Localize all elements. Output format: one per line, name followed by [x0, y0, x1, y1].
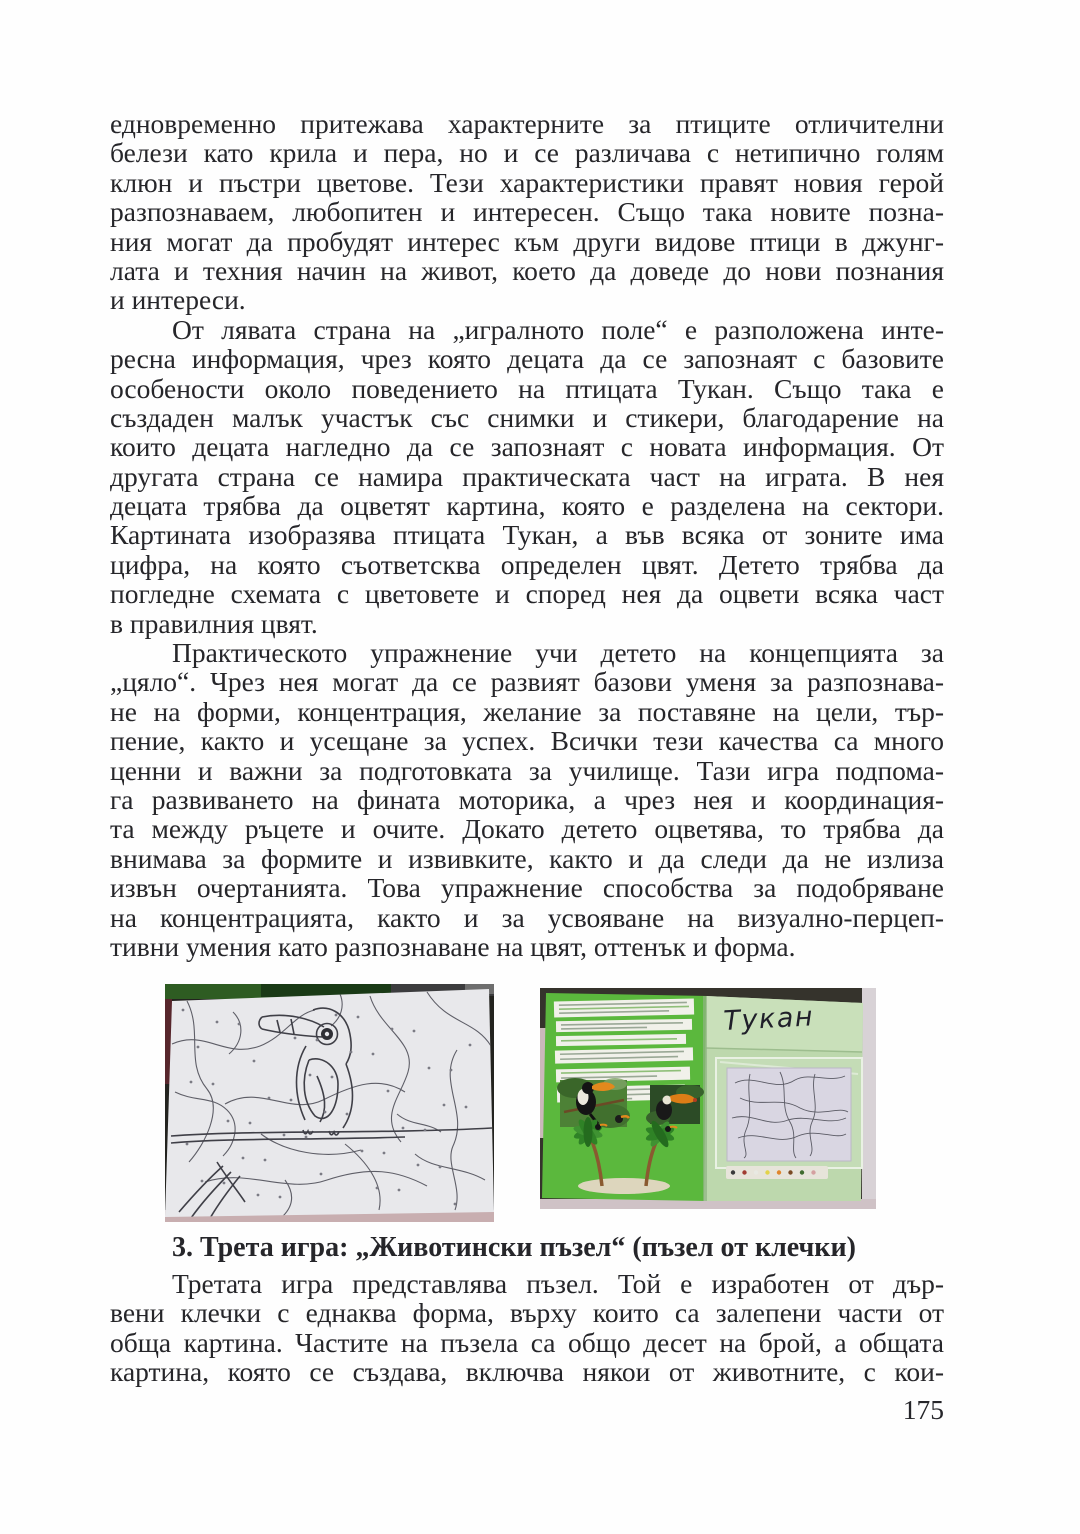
page-number: 175	[902, 1394, 944, 1425]
text-line: в правилния цвят.	[110, 607, 318, 639]
text-line: ценни и важни за подготовката за училище. Тази игра подпома-	[110, 754, 944, 786]
color-legend	[726, 1166, 828, 1179]
text-line: и интереси.	[110, 284, 246, 316]
text-line: особености около поведението на птицата Тукан. Също така е	[110, 372, 944, 404]
text-line: които децата нагледно да се запознаят с новата информация. От	[110, 431, 944, 463]
text-line: вени клечки с еднаква форма, върху които са залепени части от	[110, 1297, 944, 1329]
text-line: Третата игра представлява пъзел. Той е изработен от дър-	[172, 1268, 944, 1299]
text-line: извън очертанията. Това упражнение способства за подобряване	[110, 872, 944, 904]
body-text	[110, 1231, 944, 1387]
paragraph	[110, 1269, 944, 1387]
text-line: на концентрацията, както и за усвояване на визуално-перцеп-	[110, 901, 944, 933]
text-line: погледне схемата с цветовете и според нея да оцвети всяка част	[110, 578, 944, 610]
text-line: цифра, на която съответсква определен цвят. Детето трябва да	[110, 548, 944, 580]
paragraph	[110, 315, 944, 638]
text-line: децата трябва да оцветят картина, която е разделена на сектори.	[110, 490, 944, 522]
text-line: га развиването на фината моторика, а чрез нея и координация-	[110, 783, 944, 815]
paragraph	[110, 638, 944, 961]
text-line: Практическото упражнение учи детето на концепцията за	[172, 637, 944, 669]
text-line: едновременно притежава характерните за птиците отличителни	[110, 108, 944, 139]
text-line: клюн и пъстри цветове. Тези характеристики правят новия герой	[110, 166, 944, 198]
text-line: „цяло“. Чрез нея могат да се развият базови уменя за разпознава-	[110, 666, 944, 698]
section-heading: 3. Трета игра: „Животински пъзел“ (пъзел от клечки)	[172, 1232, 856, 1263]
text-line: не на форми, концентрация, желание за поставяне на цели, тър-	[110, 695, 944, 727]
text-line: Картината изобразява птицата Тукан, а във всяка от зоните има	[110, 519, 944, 551]
text-line: разпознаваем, любопитен и интересен. Също така новите позна-	[110, 196, 944, 228]
text-line: лата и техния начин на живот, което да доведе до нови познания	[110, 254, 944, 286]
text-line: пение, както и усещане за успех. Всички тези качества са много	[110, 725, 944, 757]
text-line: та между ръцете и очите. Докато детето оцветява, то трябва да	[110, 813, 944, 845]
text-line: ния могат да пробудят интерес към други видове птици в джунг-	[110, 225, 944, 257]
pocket-coloring-sheet	[716, 1058, 862, 1168]
toucan-photo-2	[646, 1085, 704, 1125]
coloring-sheet-photo	[165, 984, 494, 1222]
toucan-coloring-drawing	[165, 984, 494, 1222]
toucan-lapbook	[540, 988, 876, 1209]
text-line: картина, която се създава, включва някои от животните, с кои-	[110, 1356, 944, 1388]
text-line: белези като крила и пера, но и се различава с нетипично голям	[110, 137, 944, 169]
text-line: тивни умения като разпознаване на цвят, оттенък и форма.	[110, 930, 796, 962]
text-line: създаден малък участък със снимки и стикери, благодарение на	[110, 401, 944, 433]
lapbook-photo	[540, 988, 876, 1209]
handwritten-label: Тукан	[722, 1001, 815, 1037]
fold-crease	[703, 996, 707, 1201]
text-line: ресна информация, чрез която децата да се запознаят с базовите	[110, 343, 944, 375]
text-line: другата страна се намира практическата част на играта. В нея	[110, 460, 944, 492]
text-line: внимава за формите и извивките, както и да следи да не излиза	[110, 842, 944, 874]
text-line: От лявата страна на „игралното поле“ е разположена инте-	[172, 313, 944, 345]
body-text	[110, 109, 944, 961]
text-line: обща картина. Частите на пъзела са общо десет на брой, а общата	[110, 1326, 944, 1358]
paragraph	[110, 109, 944, 315]
